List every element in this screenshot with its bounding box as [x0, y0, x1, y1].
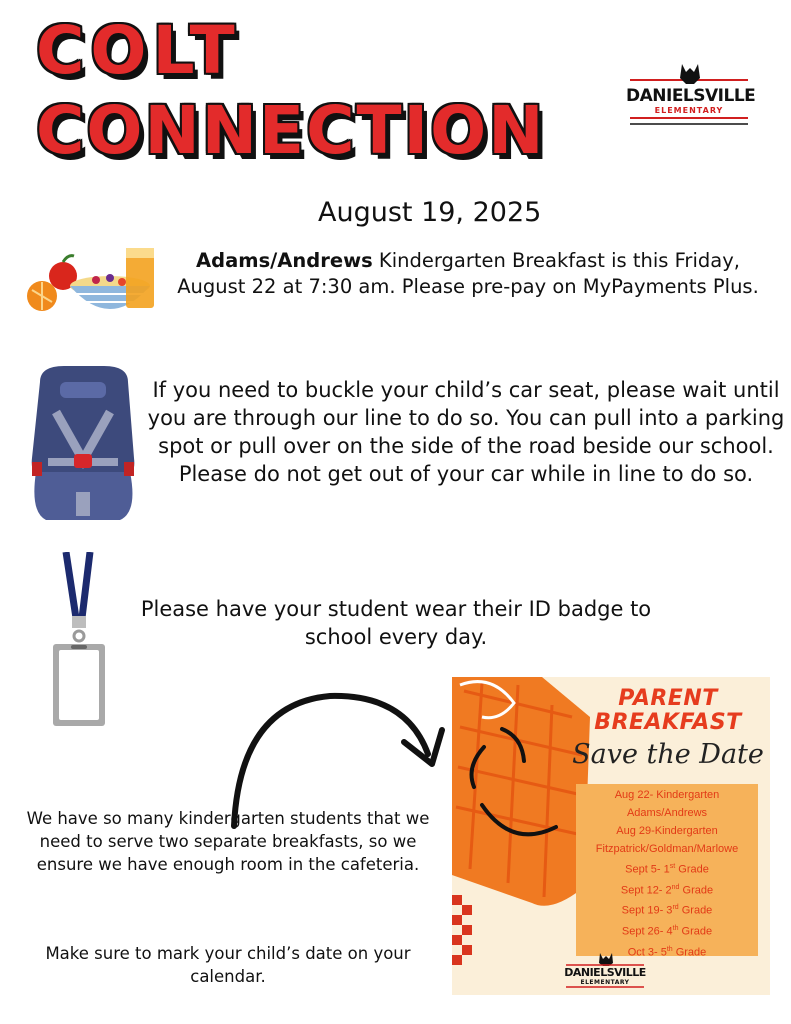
schedule-line: Fitzpatrick/Goldman/Marlowe — [595, 843, 739, 855]
flyer-save-the-date: Save the Date — [572, 739, 764, 770]
calendar-reminder: Make sure to mark your child’s date on your calendar. — [45, 944, 411, 986]
logo-name: DANIELSVILLE — [626, 86, 756, 106]
id-badge-icon — [50, 552, 108, 730]
id-badge-announcement: Please have your student wear their ID badge to school every day. — [140, 597, 652, 649]
schedule-line: Aug 22- Kindergarten — [614, 789, 720, 801]
schedule-grade: Sept 5- 1st Grade — [625, 863, 709, 876]
breakfast-announcement — [160, 248, 776, 300]
school-logo — [624, 62, 754, 130]
schedule-line: Aug 29-Kindergarten — [616, 825, 718, 837]
breakfast-text: Kindergarten Breakfast is this Friday, August 22 at 7:30 am. Please pre-pay on MyPayments Plus. — [177, 249, 759, 298]
logo-subtitle: ELEMENTARY — [654, 106, 724, 115]
car-seat-announcement: If you need to buckle your child’s car seat, please wait until you are through our line to do so. You can pull into a parking spot or pull over on the side of the road beside our school. Please do not get out of your car while in line to do so. — [147, 378, 785, 486]
parent-breakfast-flyer — [452, 677, 770, 995]
schedule-line: Adams/Andrews — [626, 807, 708, 819]
schedule-grade: Sept 26- 4th Grade — [621, 924, 713, 938]
flyer-title-breakfast: BREAKFAST — [594, 710, 742, 735]
flyer-logo-name: DANIELSVILLE — [564, 966, 646, 979]
schedule-grade: Oct 3- 5th Grade — [627, 945, 707, 959]
schedule-grade: Sept 19- 3rd Grade — [621, 904, 713, 917]
breakfast-classes: Adams/Andrews — [196, 249, 373, 272]
car-seat-icon — [26, 362, 140, 530]
flyer-schedule — [576, 784, 758, 959]
newsletter-date: August 19, 2025 — [318, 197, 542, 228]
schedule-grade: Sept 12- 2nd Grade — [620, 883, 714, 897]
breakfast-icon — [18, 242, 158, 322]
kinder-breakfast-note: We have so many kindergarten students that we need to serve two separate breakfasts, so we ensure we have enough room in the cafeteria. — [26, 809, 430, 874]
title-colt: COLT — [36, 12, 241, 89]
flyer-logo-subtitle: ELEMENTARY — [580, 979, 630, 986]
flyer-school-logo — [562, 953, 648, 993]
flyer-title-parent: PARENT — [618, 686, 718, 711]
title-connection: CONNECTION — [36, 92, 546, 169]
